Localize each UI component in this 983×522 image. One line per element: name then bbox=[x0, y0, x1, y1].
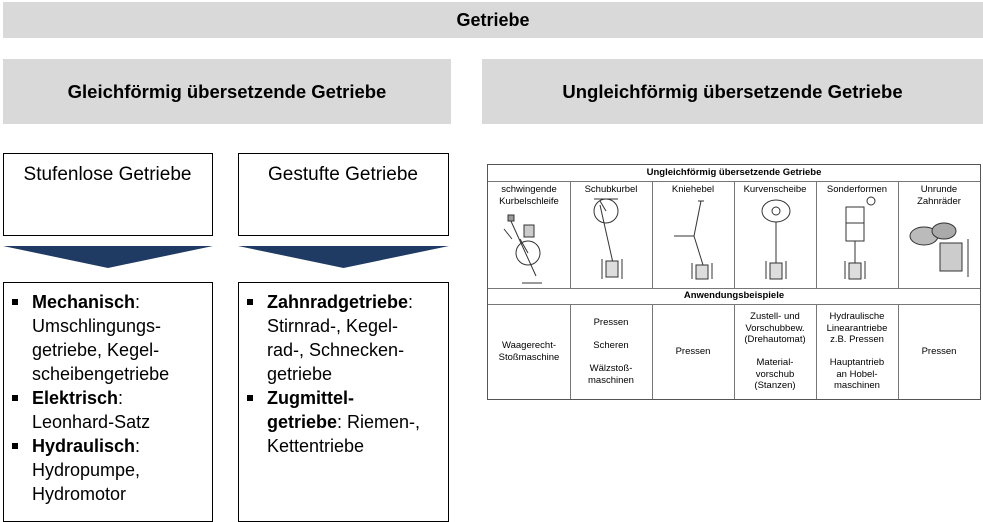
list-item-line: Umschlingungs- bbox=[32, 316, 162, 336]
table-example-line: Wälzstoß- bbox=[589, 363, 633, 374]
list-item-line: scheibengetriebe bbox=[32, 364, 170, 384]
list-item-heading: getriebe bbox=[267, 412, 338, 432]
table-example-line: an Hobel- bbox=[836, 368, 878, 380]
table-example-line: maschinen bbox=[834, 380, 880, 392]
mechanism-table bbox=[487, 164, 981, 400]
list-item-line: Stirnrad-, Kegel- bbox=[267, 316, 399, 336]
list-item-suffix: : bbox=[408, 292, 414, 312]
list-item-suffix: : Riemen-, bbox=[337, 412, 421, 432]
list-item-line: Hydropumpe, bbox=[32, 460, 141, 480]
schubkurbel-sketch bbox=[594, 199, 622, 279]
table-example-line: Hydraulische bbox=[829, 311, 885, 323]
table-example-cell bbox=[818, 311, 896, 392]
chevron-shape bbox=[3, 246, 213, 268]
sonderformen-sketch bbox=[845, 197, 875, 279]
list-item-line: Hydromotor bbox=[32, 484, 127, 504]
table-example-line: Linearantriebe bbox=[826, 322, 888, 334]
table-column-header: Schubkurbel bbox=[584, 184, 638, 195]
table-column-header: Kurvenscheibe bbox=[743, 184, 807, 195]
right-panel-bar bbox=[482, 59, 983, 124]
table-example-line: Pressen bbox=[921, 345, 957, 357]
list-item bbox=[10, 386, 210, 434]
table-example-line: Material- bbox=[756, 357, 794, 369]
table-column-divider bbox=[734, 304, 735, 399]
list-item-suffix: : bbox=[118, 388, 124, 408]
list-item bbox=[10, 290, 210, 386]
table-example-line: (Drehautomat) bbox=[744, 334, 806, 346]
table-example-line bbox=[736, 346, 814, 358]
table-column-divider bbox=[570, 304, 571, 399]
list-item-suffix: : bbox=[135, 292, 141, 312]
left-panel-bar bbox=[3, 59, 451, 124]
table-example-line: Zustell- und bbox=[750, 311, 800, 323]
list-item-line: getriebe, Kegel- bbox=[32, 340, 160, 360]
table-example-line: z.B. Pressen bbox=[830, 334, 884, 346]
table-example-cell bbox=[654, 346, 732, 358]
stufenlos-title: Stufenlose Getriebe bbox=[23, 164, 192, 185]
list-item-line: getriebe bbox=[267, 364, 333, 384]
table-example-line bbox=[572, 329, 650, 341]
table-example-line: vorschub bbox=[755, 368, 795, 380]
table-divider bbox=[488, 288, 980, 289]
table-example-cell bbox=[572, 317, 650, 386]
table-example-line: maschinen bbox=[588, 374, 634, 386]
table-example-line bbox=[572, 352, 650, 364]
list-item bbox=[10, 434, 210, 506]
stufenlos-list bbox=[10, 290, 210, 506]
table-example-line bbox=[818, 346, 896, 358]
table-example-line: Pressen bbox=[675, 345, 711, 357]
table-example-line: Hauptantrieb bbox=[829, 357, 885, 369]
list-item-heading: Mechanisch bbox=[32, 292, 136, 312]
stufenlos-chevron bbox=[3, 246, 213, 268]
kniehebel-sketch bbox=[674, 201, 712, 279]
table-title: Ungleichförmig übersetzende Getriebe bbox=[646, 167, 822, 178]
list-item bbox=[245, 290, 445, 386]
table-column-header: Unrunde Zahnräder bbox=[917, 184, 961, 207]
table-section2-title: Anwendungsbeispiele bbox=[683, 290, 785, 301]
list-item-heading: Zahnradgetriebe bbox=[267, 292, 409, 312]
list-item-heading: Zugmittel- bbox=[267, 388, 354, 408]
mechanism-sketches bbox=[488, 181, 980, 288]
list-item-heading: Hydraulisch bbox=[32, 436, 136, 456]
right-panel-title: Ungleichförmig übersetzende Getriebe bbox=[562, 80, 903, 102]
table-example-line: Pressen bbox=[593, 317, 629, 328]
list-item-line: Kettentriebe bbox=[267, 436, 365, 456]
table-column-header: Kniehebel bbox=[671, 184, 715, 195]
table-example-line: Vorschubbew. bbox=[745, 322, 805, 334]
table-column-divider bbox=[898, 304, 899, 399]
list-item-suffix: : bbox=[135, 436, 141, 456]
table-example-line: (Stanzen) bbox=[754, 380, 796, 392]
kurbelschleife-sketch bbox=[504, 215, 542, 283]
list-item-line: Leonhard-Satz bbox=[32, 412, 151, 432]
table-example-line: Stoßmaschine bbox=[498, 351, 560, 363]
table-column-divider bbox=[816, 304, 817, 399]
table-example-cell bbox=[900, 346, 978, 358]
table-example-cell bbox=[490, 340, 568, 363]
header-title: Getriebe bbox=[456, 9, 530, 30]
left-panel-title: Gleichförmig übersetzende Getriebe bbox=[67, 80, 387, 102]
table-example-line: Waagerecht- bbox=[501, 340, 557, 351]
list-item bbox=[245, 386, 445, 458]
kurvenscheibe-sketch bbox=[762, 200, 790, 279]
gestuft-chevron bbox=[238, 246, 449, 268]
list-item-line: rad-, Schnecken- bbox=[267, 340, 405, 360]
stufenlos-title-box bbox=[3, 153, 213, 236]
table-column-header: Sonderformen bbox=[826, 184, 888, 195]
table-column-header: schwingende Kurbelschleife bbox=[499, 184, 559, 207]
gestuft-title: Gestufte Getriebe bbox=[268, 164, 418, 185]
table-column-divider bbox=[652, 304, 653, 399]
unrunde-zahnraeder-sketch bbox=[910, 223, 968, 277]
gestuft-title-box bbox=[238, 153, 449, 236]
gestuft-list bbox=[245, 290, 445, 458]
list-item-heading: Elektrisch bbox=[32, 388, 119, 408]
header-bar bbox=[3, 2, 983, 38]
table-example-line: Scheren bbox=[593, 340, 629, 351]
chevron-shape bbox=[238, 246, 449, 268]
table-example-cell bbox=[736, 311, 814, 392]
